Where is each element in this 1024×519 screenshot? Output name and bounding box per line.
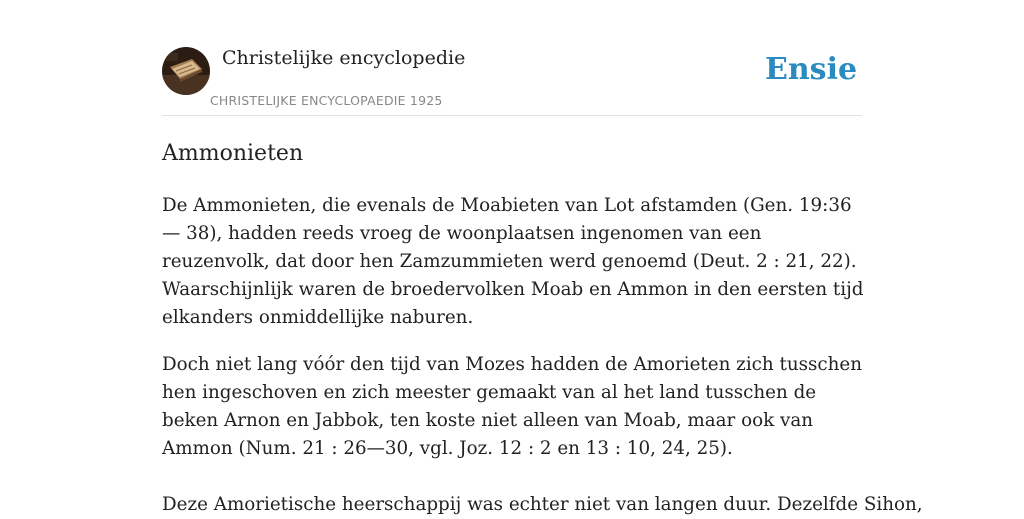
article-paragraph: De Ammonieten, die evenals de Moabieten van Lot afstamden (Gen. 19:36— 38), hadden reeds vroeg de woonplaatsen ingenomen van een reuzenvolk, dat door hen Zamzummieten werd genoemd (Deut. 2 : 21, 22). Waarschijnlijk waren de broedervolken Moab en Ammon in den eersten tijd elkanders onmiddellijke naburen.	[162, 195, 864, 328]
article-paragraph: Deze Amorietische heerschappij was echter niet van langen duur. Dezelfde Sihon,	[162, 494, 923, 515]
brand-logo[interactable]: Ensie	[765, 52, 858, 87]
header-divider	[162, 115, 862, 116]
site-title[interactable]: Christelijke encyclopedie	[222, 47, 466, 69]
site-subtitle[interactable]: CHRISTELIJKE ENCYCLOPAEDIE 1925	[210, 93, 443, 108]
avatar[interactable]	[162, 47, 210, 95]
article-title: Ammonieten	[162, 141, 304, 166]
article-paragraph: Doch niet lang vóór den tijd van Mozes hadden de Amorieten zich tusschen hen ingeschoven en zich meester gemaakt van al het land tusschen de beken Arnon en Jabbok, ten koste niet alleen van Moab, maar ook van Ammon (Num. 21 : 26—30, vgl. Joz. 12 : 2 en 13 : 10, 24, 25).	[162, 354, 862, 459]
book-thumbnail-icon	[162, 47, 210, 95]
